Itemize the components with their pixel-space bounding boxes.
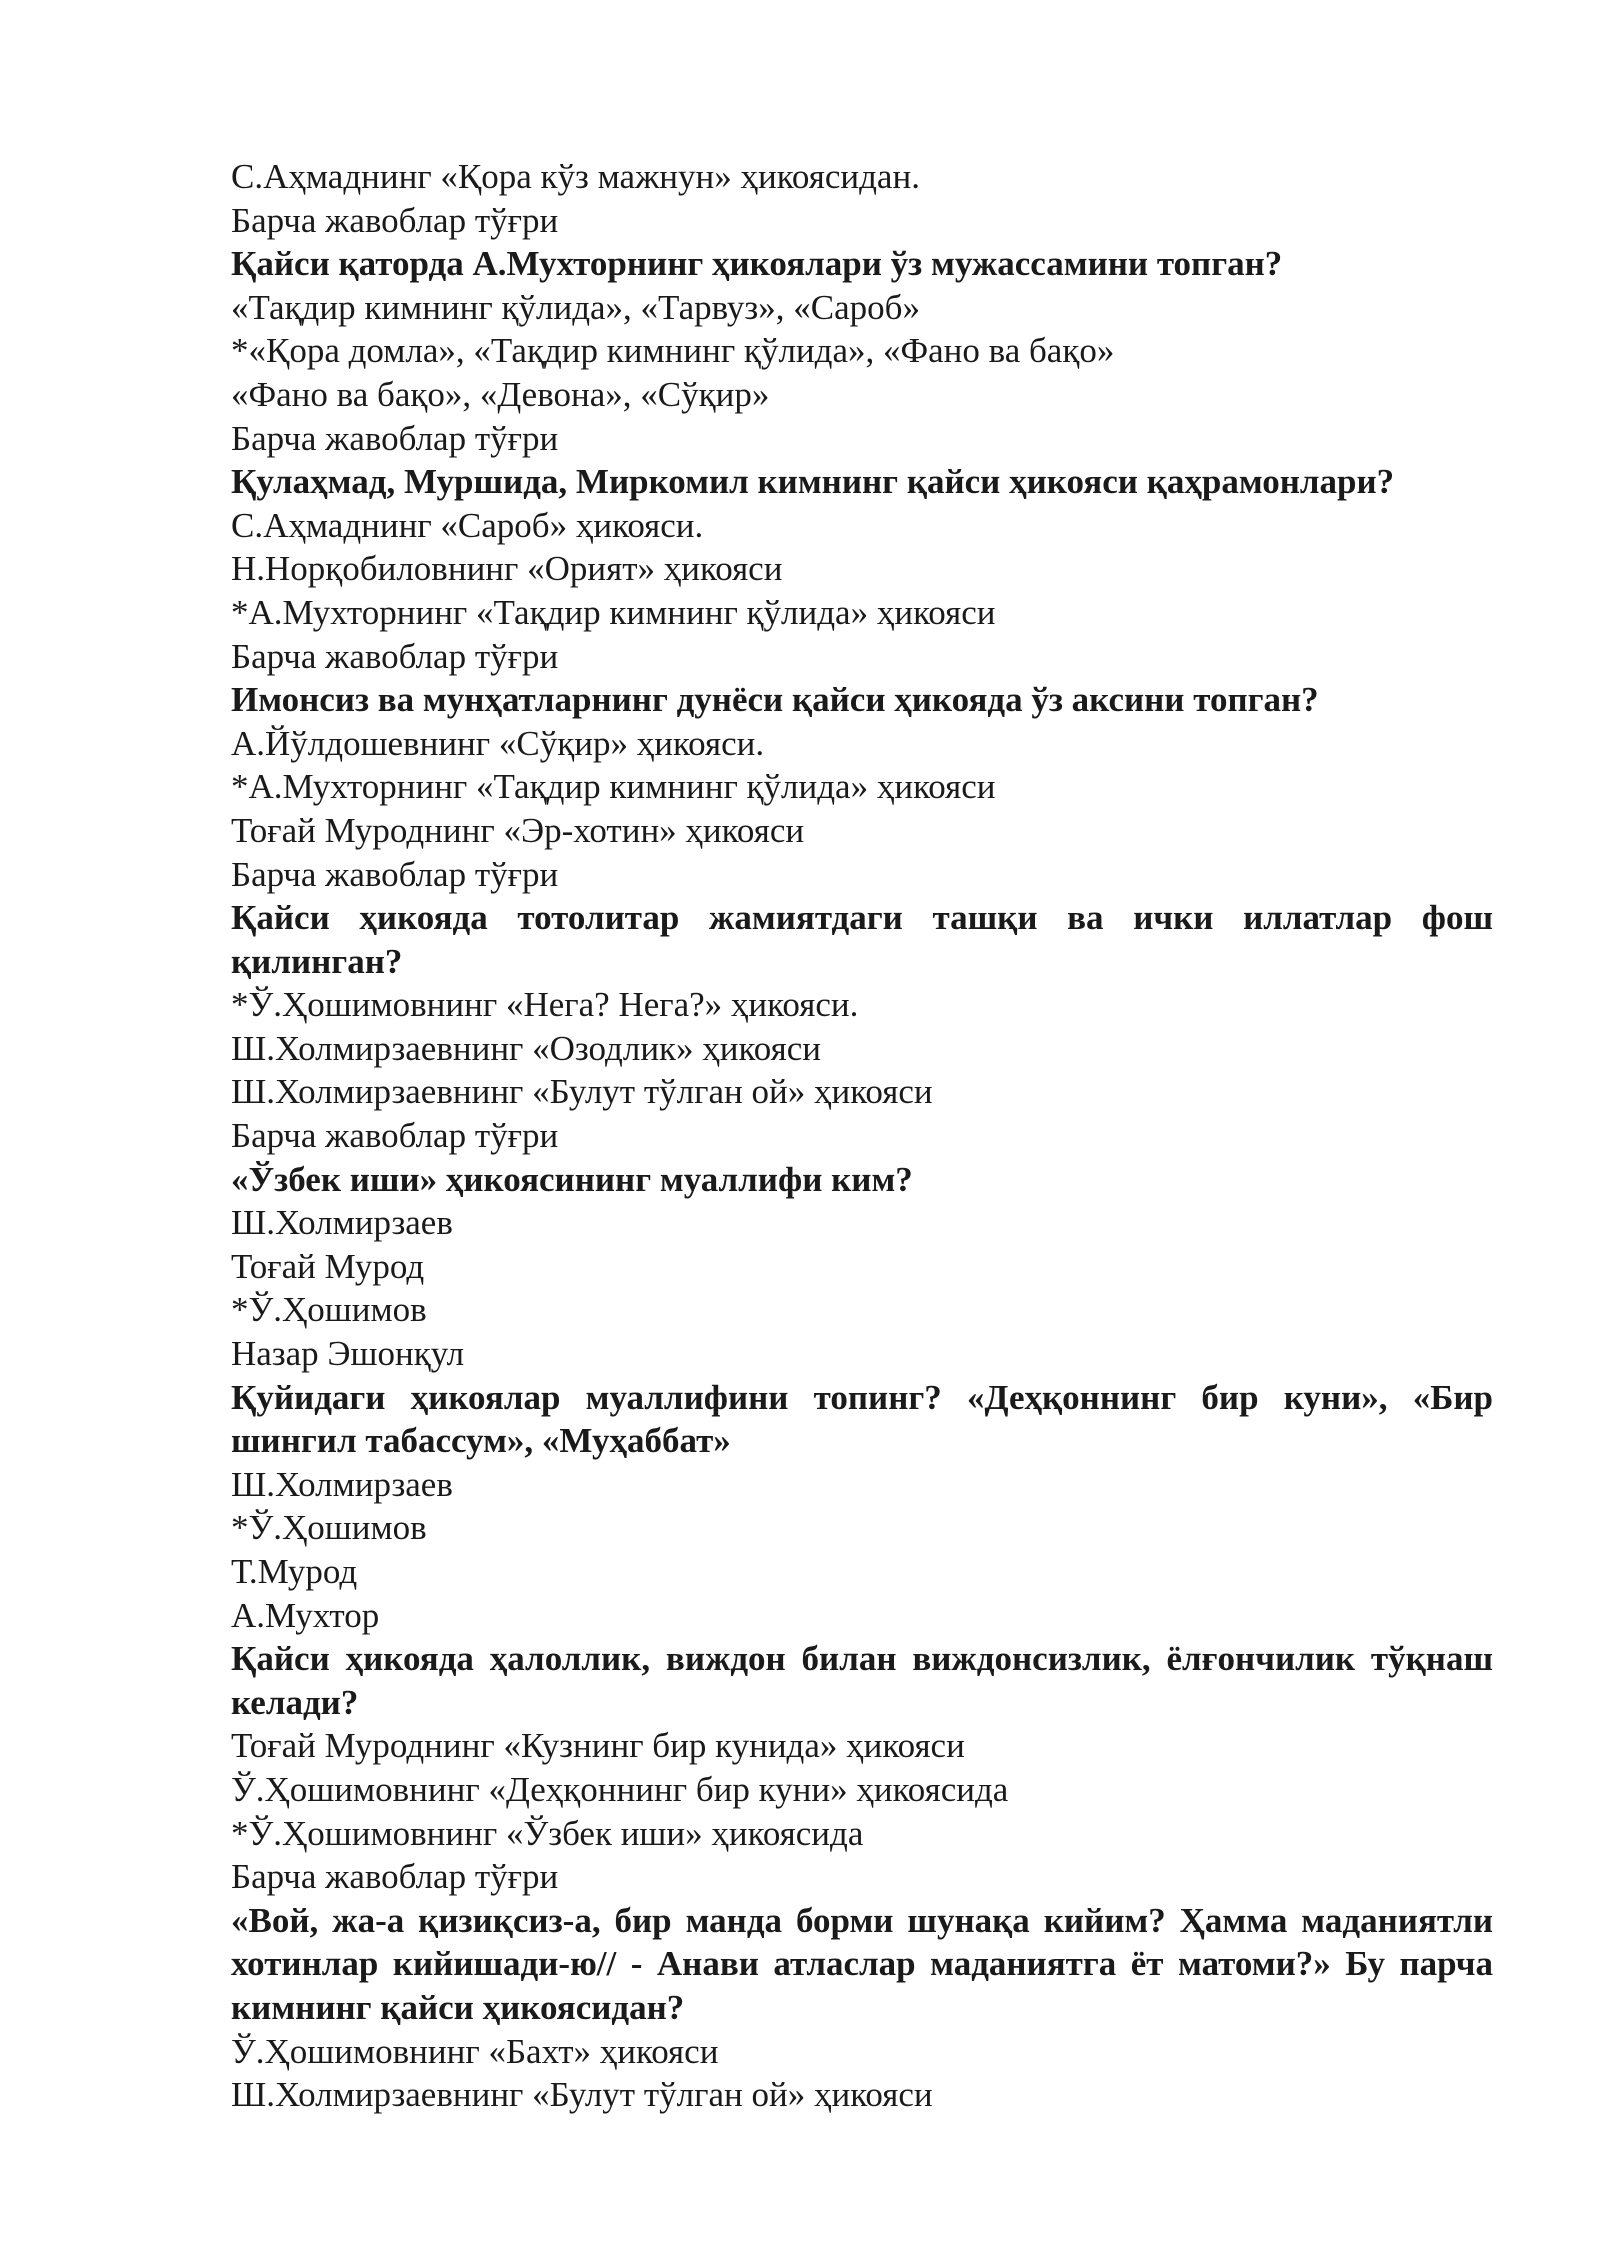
answer-option: Барча жавоблар тўғри <box>231 418 559 458</box>
answer-option: *Ў.Ҳошимовнинг «Нега? Нега?» ҳикояси. <box>231 985 859 1025</box>
answer-option: Назар Эшонқул <box>231 1334 465 1374</box>
answer-option: Тоғай Муроднинг «Эр-хотин» ҳикояси <box>231 810 805 850</box>
answer-option: С.Аҳмаднинг «Сароб» ҳикояси. <box>231 505 704 545</box>
question-text: Қуйидаги ҳикоялар муаллифини топинг? «Деҳқоннинг бир куни», «Бир шингил табассум», «Муҳаббат» <box>231 1377 1493 1461</box>
question-text: «Вой, жа-а қизиқсиз-а, бир манда борми шунақа кийим? Ҳамма маданиятли хотинлар кийишади-ю// - Анави атласлар маданиятга ёт матоми?» Бу парча кимнинг қайси ҳикоясидан? <box>231 1900 1493 2027</box>
answer-option: С.Аҳмаднинг «Қора кўз мажнун» ҳикоясидан. <box>231 157 920 196</box>
answer-option: *Ў.Ҳошимов <box>231 1290 427 1330</box>
answer-option: Ш.Холмирзаевнинг «Булут тўлган ой» ҳикояси <box>231 1072 933 1112</box>
answer-option: А.Йўлдошевнинг «Сўқир» ҳикояси. <box>231 723 765 763</box>
answer-option: Тоғай Мурод <box>231 1246 425 1286</box>
answer-option: Ш.Холмирзаев <box>231 1464 453 1504</box>
answer-option: «Тақдир кимнинг қўлида», «Тарвуз», «Сароб» <box>231 287 920 327</box>
answer-option: Барча жавоблар тўғри <box>231 1857 559 1897</box>
answer-option: Тоғай Муроднинг «Кузнинг бир кунида» ҳикояси <box>231 1726 965 1766</box>
answer-option: Барча жавоблар тўғри <box>231 636 559 676</box>
answer-option: «Фано ва бақо», «Девона», «Сўқир» <box>231 374 770 414</box>
answer-option: Ш.Холмирзаевнинг «Булут тўлган ой» ҳикояси <box>231 2075 933 2115</box>
answer-option: Ш.Холмирзаев <box>231 1203 453 1243</box>
answer-option: Ў.Ҳошимовнинг «Деҳқоннинг бир куни» ҳикоясида <box>231 1769 1009 1809</box>
question-text: «Ўзбек иши» ҳикоясининг муаллифи ким? <box>231 1159 913 1199</box>
answer-option: Барча жавоблар тўғри <box>231 200 559 240</box>
answer-option: Ш.Холмирзаевнинг «Озодлик» ҳикояси <box>231 1028 821 1068</box>
answer-option: *А.Мухторнинг «Тақдир кимнинг қўлида» ҳикояси <box>231 767 996 807</box>
answer-option: Т.Мурод <box>231 1552 358 1591</box>
question-text: Имонсиз ва мунҳатларнинг дунёси қайси ҳикояда ўз аксини топган? <box>231 680 1319 720</box>
answer-option: Ў.Ҳошимовнинг «Бахт» ҳикояси <box>231 2031 719 2071</box>
answer-option: А.Мухтор <box>231 1595 380 1635</box>
answer-option: *Ў.Ҳошимов <box>231 1508 427 1548</box>
question-text: Қайси қаторда А.Мухторнинг ҳикоялари ўз мужассамини топган? <box>231 244 1283 284</box>
question-text: Қайси ҳикояда ҳалоллик, виждон билан виждонсизлик, ёлғончилик тўқнаш келади? <box>231 1639 1493 1722</box>
answer-option: *Ў.Ҳошимовнинг «Ўзбек иши» ҳикоясида <box>231 1813 864 1853</box>
answer-option: Барча жавоблар тўғри <box>231 1116 559 1156</box>
answer-option: Н.Норқобиловнинг «Орият» ҳикояси <box>231 549 783 589</box>
question-text: Қайси ҳикояда тотолитар жамиятдаги ташқи ва ички иллатлар фош қилинган? <box>231 898 1493 981</box>
answer-option: *«Қора домла», «Тақдир кимнинг қўлида», «Фано ва бақо» <box>231 331 1115 371</box>
question-text: Қулаҳмад, Муршида, Миркомил кимнинг қайси ҳикояси қаҳрамонлари? <box>231 462 1395 502</box>
document-page <box>231 155 1493 2117</box>
answer-option: Барча жавоблар тўғри <box>231 854 559 894</box>
answer-option: *А.Мухторнинг «Тақдир кимнинг қўлида» ҳикояси <box>231 592 996 632</box>
